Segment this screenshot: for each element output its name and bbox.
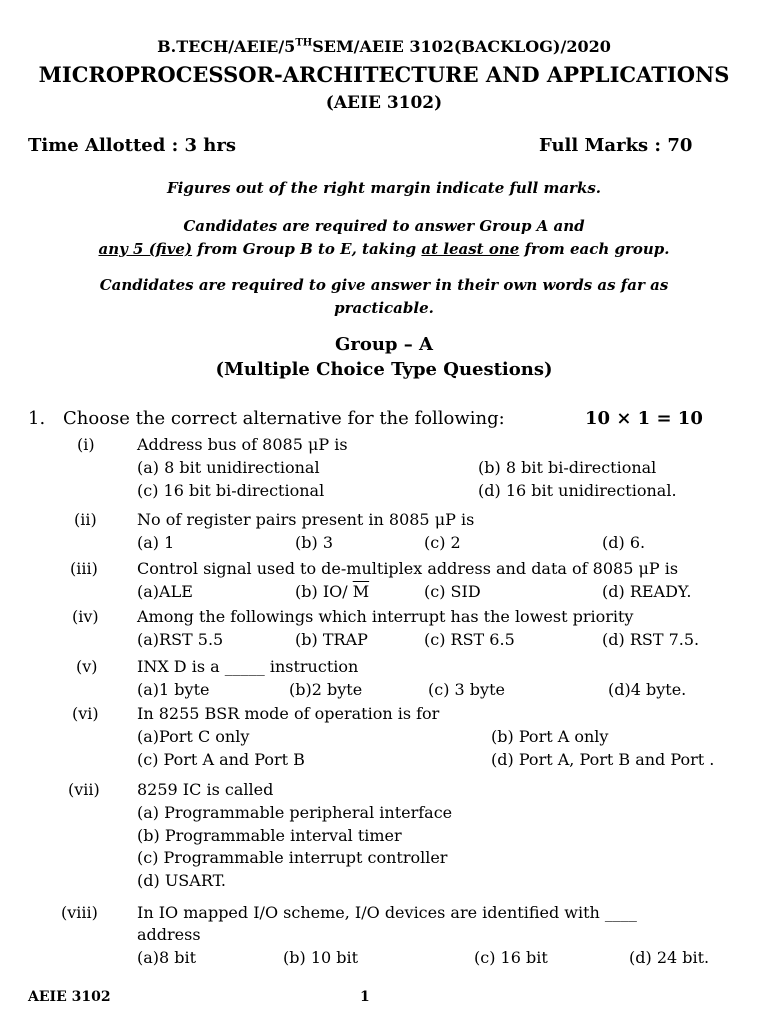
item-question: Control signal used to de-multiplex address and data of 8085 μP is [137, 559, 679, 578]
option-a: (a) 8 bit unidirectional [137, 458, 320, 477]
option-d: (d)4 byte. [608, 680, 687, 699]
item-number: (iii) [70, 559, 98, 578]
option-b: (b) 8 bit bi-directional [478, 458, 657, 477]
option-c: (c) SID [424, 582, 481, 601]
instruction-groups-2 [0, 240, 768, 258]
instruction-end: from each group. [519, 240, 670, 258]
option-b-prefix: (b) IO/ [295, 582, 353, 601]
item-number: (i) [77, 435, 95, 454]
option-c: (c) Programmable interrupt controller [137, 848, 448, 867]
option-b-overline: $\overline{M}$ [352, 582, 370, 601]
option-b: (b)2 byte [289, 680, 363, 699]
option-b: (b) TRAP [295, 630, 368, 649]
option-b: (b) 10 bit [283, 948, 359, 967]
instruction-at-least-one: at least one [421, 240, 520, 258]
full-marks: Full Marks : 70 [539, 135, 693, 156]
option-d: (d) RST 7.5. [602, 630, 700, 649]
item-number: (vi) [72, 704, 99, 723]
option-c: (c) 2 [424, 533, 461, 552]
instruction-mid: from Group B to E, taking [192, 240, 422, 258]
option-b: (b) 3 [295, 533, 333, 552]
question-number: 1. [28, 408, 46, 429]
option-a: (a)ALE [137, 582, 193, 601]
course-code-pre: B.TECH/AEIE/5 [157, 37, 296, 56]
option-d: (d) USART. [137, 871, 226, 890]
instruction-groups-1: Candidates are required to answer Group A and [183, 217, 585, 235]
option-d: (d) 6. [602, 533, 646, 552]
subject-code: (AEIE 3102) [325, 93, 443, 113]
option-a: (a)8 bit [137, 948, 197, 967]
item-number: (vii) [68, 780, 100, 799]
question-marks: 10 × 1 = 10 [585, 408, 703, 429]
option-a: (a)1 byte [137, 680, 210, 699]
option-c: (c) 16 bit [474, 948, 548, 967]
footer-code: AEIE 3102 [28, 989, 111, 1005]
option-c: (c) 3 byte [428, 680, 505, 699]
instruction-own-words-2: practicable. [334, 299, 434, 317]
item-question: Among the followings which interrupt has the lowest priority [137, 607, 634, 626]
item-question-cont: address [137, 925, 201, 944]
option-b: (b) Port A only [491, 727, 609, 746]
item-question: In IO mapped I/O scheme, I/O devices are identified with ____ [137, 903, 637, 922]
instruction-own-words-1: Candidates are required to give answer in their own words as far as [99, 276, 669, 294]
question-text: Choose the correct alternative for the following: [63, 408, 505, 429]
option-d: (d) READY. [602, 582, 692, 601]
item-question: INX D is a _____ instruction [137, 657, 359, 676]
course-code [0, 37, 768, 56]
time-allotted: Time Allotted : 3 hrs [28, 135, 236, 156]
option-d: (d) 24 bit. [629, 948, 710, 967]
group-subtitle: (Multiple Choice Type Questions) [215, 359, 553, 380]
course-code-sup: TH [295, 37, 313, 49]
course-code-post: SEM/AEIE 3102(BACKLOG)/2020 [312, 37, 611, 56]
item-question: 8259 IC is called [137, 780, 274, 799]
option-a: (a)Port C only [137, 727, 250, 746]
item-question: In 8255 BSR mode of operation is for [137, 704, 440, 723]
option-a: (a) 1 [137, 533, 175, 552]
item-number: (v) [76, 657, 98, 676]
item-number: (iv) [72, 607, 99, 626]
option-c: (c) Port A and Port B [137, 750, 305, 769]
option-a: (a)RST 5.5 [137, 630, 224, 649]
item-number: (ii) [74, 510, 97, 529]
item-number: (viii) [61, 903, 98, 922]
option-c: (c) RST 6.5 [424, 630, 515, 649]
item-question: No of register pairs present in 8085 μP is [137, 510, 475, 529]
option-c: (c) 16 bit bi-directional [137, 481, 325, 500]
instruction-marks: Figures out of the right margin indicate full marks. [166, 179, 602, 197]
option-a: (a) Programmable peripheral interface [137, 803, 453, 822]
page-number: 1 [360, 989, 370, 1005]
option-d: (d) 16 bit unidirectional. [478, 481, 677, 500]
group-title: Group – A [334, 334, 434, 355]
option-d: (d) Port A, Port B and Port . [491, 750, 715, 769]
item-question: Address bus of 8085 μP is [137, 435, 348, 454]
exam-title: MICROPROCESSOR-ARCHITECTURE AND APPLICATIONS [38, 62, 730, 87]
option-b: (b) Programmable interval timer [137, 826, 402, 845]
instruction-any-five: any 5 (five) [98, 240, 193, 258]
option-b [295, 582, 369, 601]
